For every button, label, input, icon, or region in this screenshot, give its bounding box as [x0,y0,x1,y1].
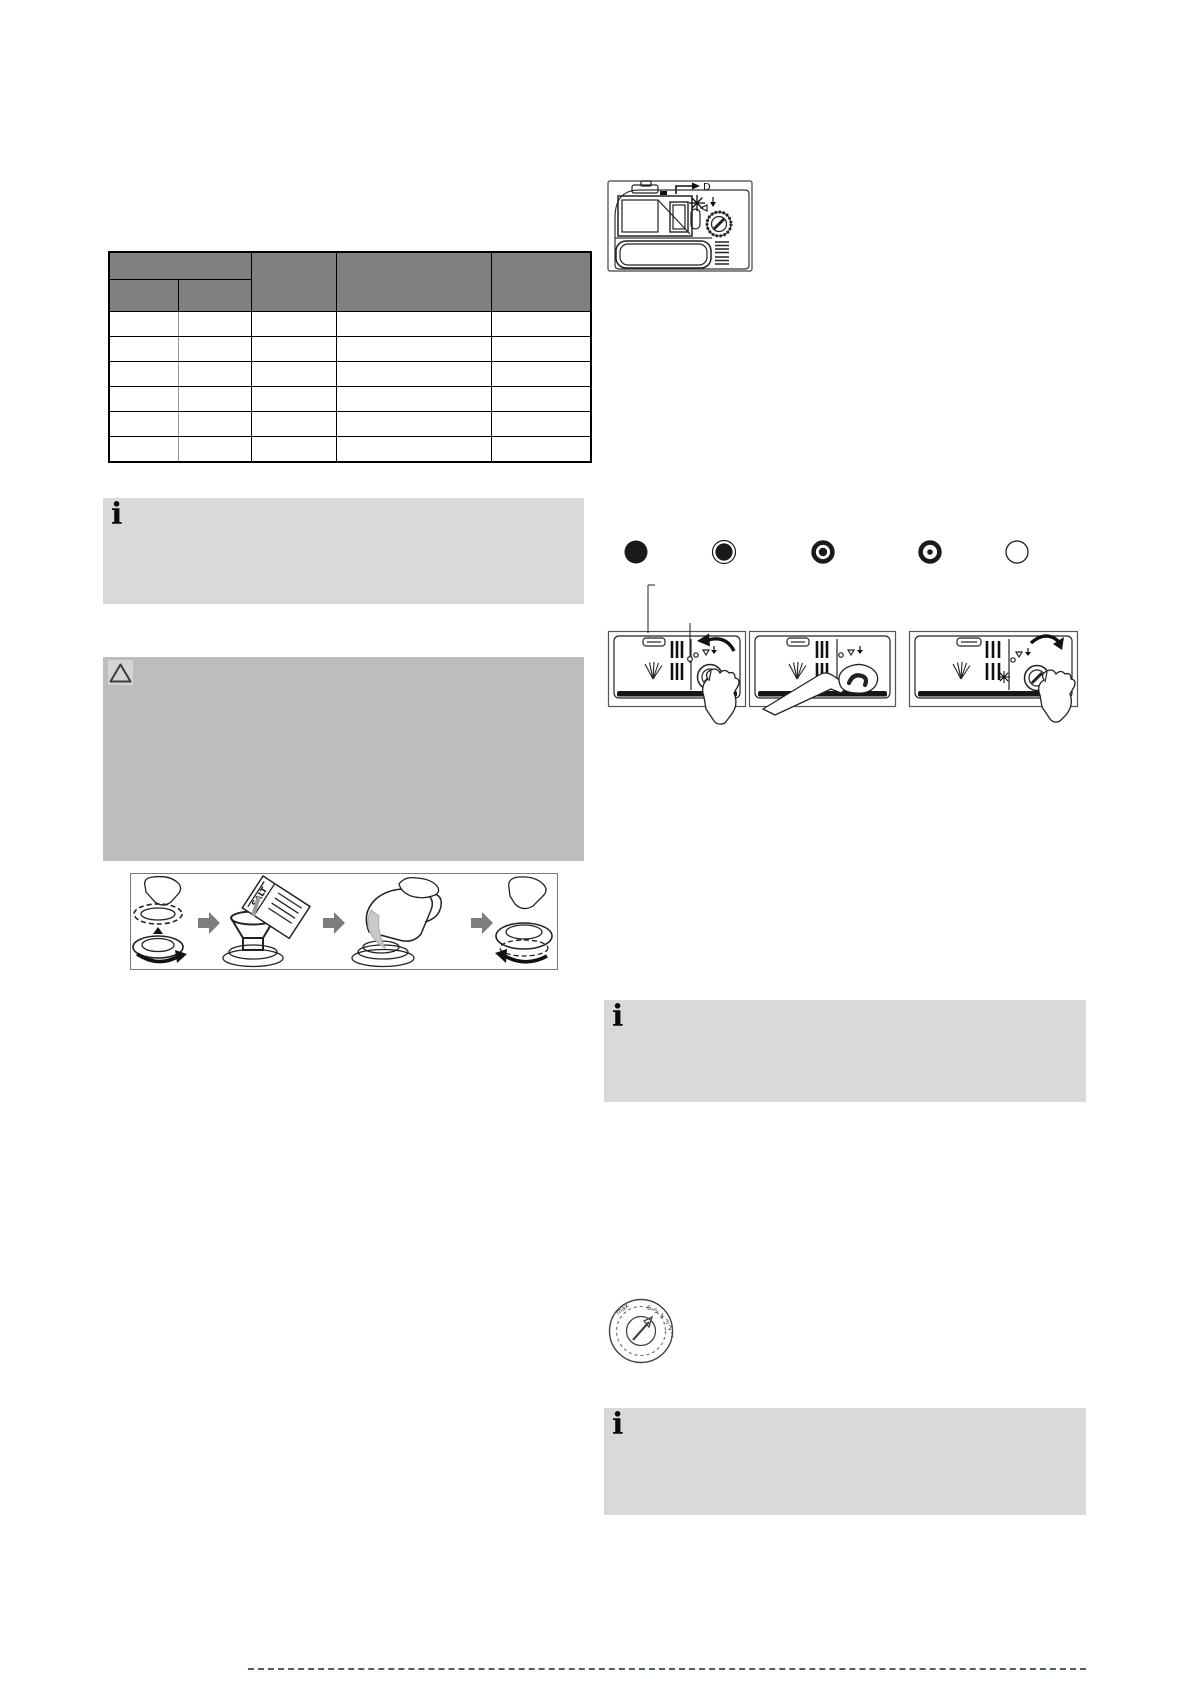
hand-icon [509,877,546,909]
salt-refill-illustration [130,873,558,970]
hand-icon [1039,670,1075,722]
table-header-cell [491,252,591,312]
d-label: D [703,182,711,193]
table-cell [491,437,591,463]
salt-step-pour-salt [223,876,310,967]
table-header-row [109,252,591,280]
info-box-2 [604,1000,1086,1102]
info-icon: i [612,999,624,1034]
info-box-3 [604,1408,1086,1515]
dispenser-dial-icon [707,212,731,236]
table-cell [336,387,491,412]
indicator-ring-large-dot-icon [814,543,833,562]
panel-wipe-clean [749,631,896,707]
table-cell [178,387,251,412]
hand-icon [145,877,181,905]
table-header-cell [251,252,336,312]
table-cell [251,412,336,437]
table-cell [251,362,336,387]
table-header-cell [109,252,251,280]
table-cell [178,337,251,362]
setting-indicators [620,538,1030,566]
indicator-filled-ring-icon [713,541,736,564]
info-icon: i [612,1407,624,1442]
table-cell [109,337,178,362]
panel-turn-dial-back [909,631,1078,707]
table-cell [109,312,178,337]
svg-text:3: 3 [665,1318,670,1326]
svg-text:2: 2 [668,1324,673,1332]
table-header-cell [336,252,491,312]
table-row [109,387,591,412]
up-arrow-icon [153,927,163,934]
d-arrow-icon [676,183,700,195]
table-row [109,337,591,362]
table-cell [251,387,336,412]
table-cell [336,312,491,337]
block-arrow-icon [471,912,493,934]
table-cell [109,362,178,387]
indicator-ring-small-dot-icon [921,543,940,562]
water-hardness-table-body [109,312,591,463]
table-header-cell [178,280,251,312]
salt-step-open-cap [133,877,187,963]
table-cell [336,412,491,437]
table-cell [178,437,251,463]
table-row [109,437,591,463]
table-cell [178,412,251,437]
cloth-icon [839,665,878,694]
dosage-dial-diagram [605,1293,680,1371]
table-cell [491,362,591,387]
table-cell [491,312,591,337]
svg-text:1: 1 [670,1331,675,1339]
salt-step-close-cap [495,877,552,963]
warning-triangle-icon [108,660,133,685]
vent-slots-icon [715,242,729,264]
dial-pointer-icon [633,1317,652,1340]
indicator-empty-icon [1006,541,1028,563]
table-cell [491,387,591,412]
hand-icon [703,669,739,724]
table-row [109,412,591,437]
table-cell [109,387,178,412]
table-cell [109,412,178,437]
table-cell [336,337,491,362]
table-cell [336,362,491,387]
svg-text:4: 4 [660,1312,665,1320]
table-row [109,362,591,387]
indicator-filled-icon [625,541,648,564]
salt-bag-icon [242,876,310,938]
table-cell [491,337,591,362]
table-cell [251,437,336,463]
table-cell [109,437,178,463]
dial-max-label: max [614,1301,631,1317]
warning-box [103,657,584,861]
svg-text:5: 5 [654,1307,659,1315]
table-cell [251,337,336,362]
page-footer-rule [248,1668,1086,1670]
table-row [109,312,591,337]
table-cell [491,412,591,437]
block-arrow-icon [323,912,345,934]
panel-turn-dial [608,631,746,707]
table-cell [336,437,491,463]
salt-step-pour-water [352,878,441,967]
block-arrow-icon [198,912,220,934]
dispenser-diagram [605,176,755,276]
table-cell [178,312,251,337]
water-hardness-table [108,251,592,463]
salt-bag-label: SALT [250,885,270,909]
info-icon: i [111,497,123,532]
table-header-cell [109,280,178,312]
info-box-1 [103,498,584,604]
svg-text:6: 6 [647,1304,652,1312]
table-cell [178,362,251,387]
table-cell [251,312,336,337]
